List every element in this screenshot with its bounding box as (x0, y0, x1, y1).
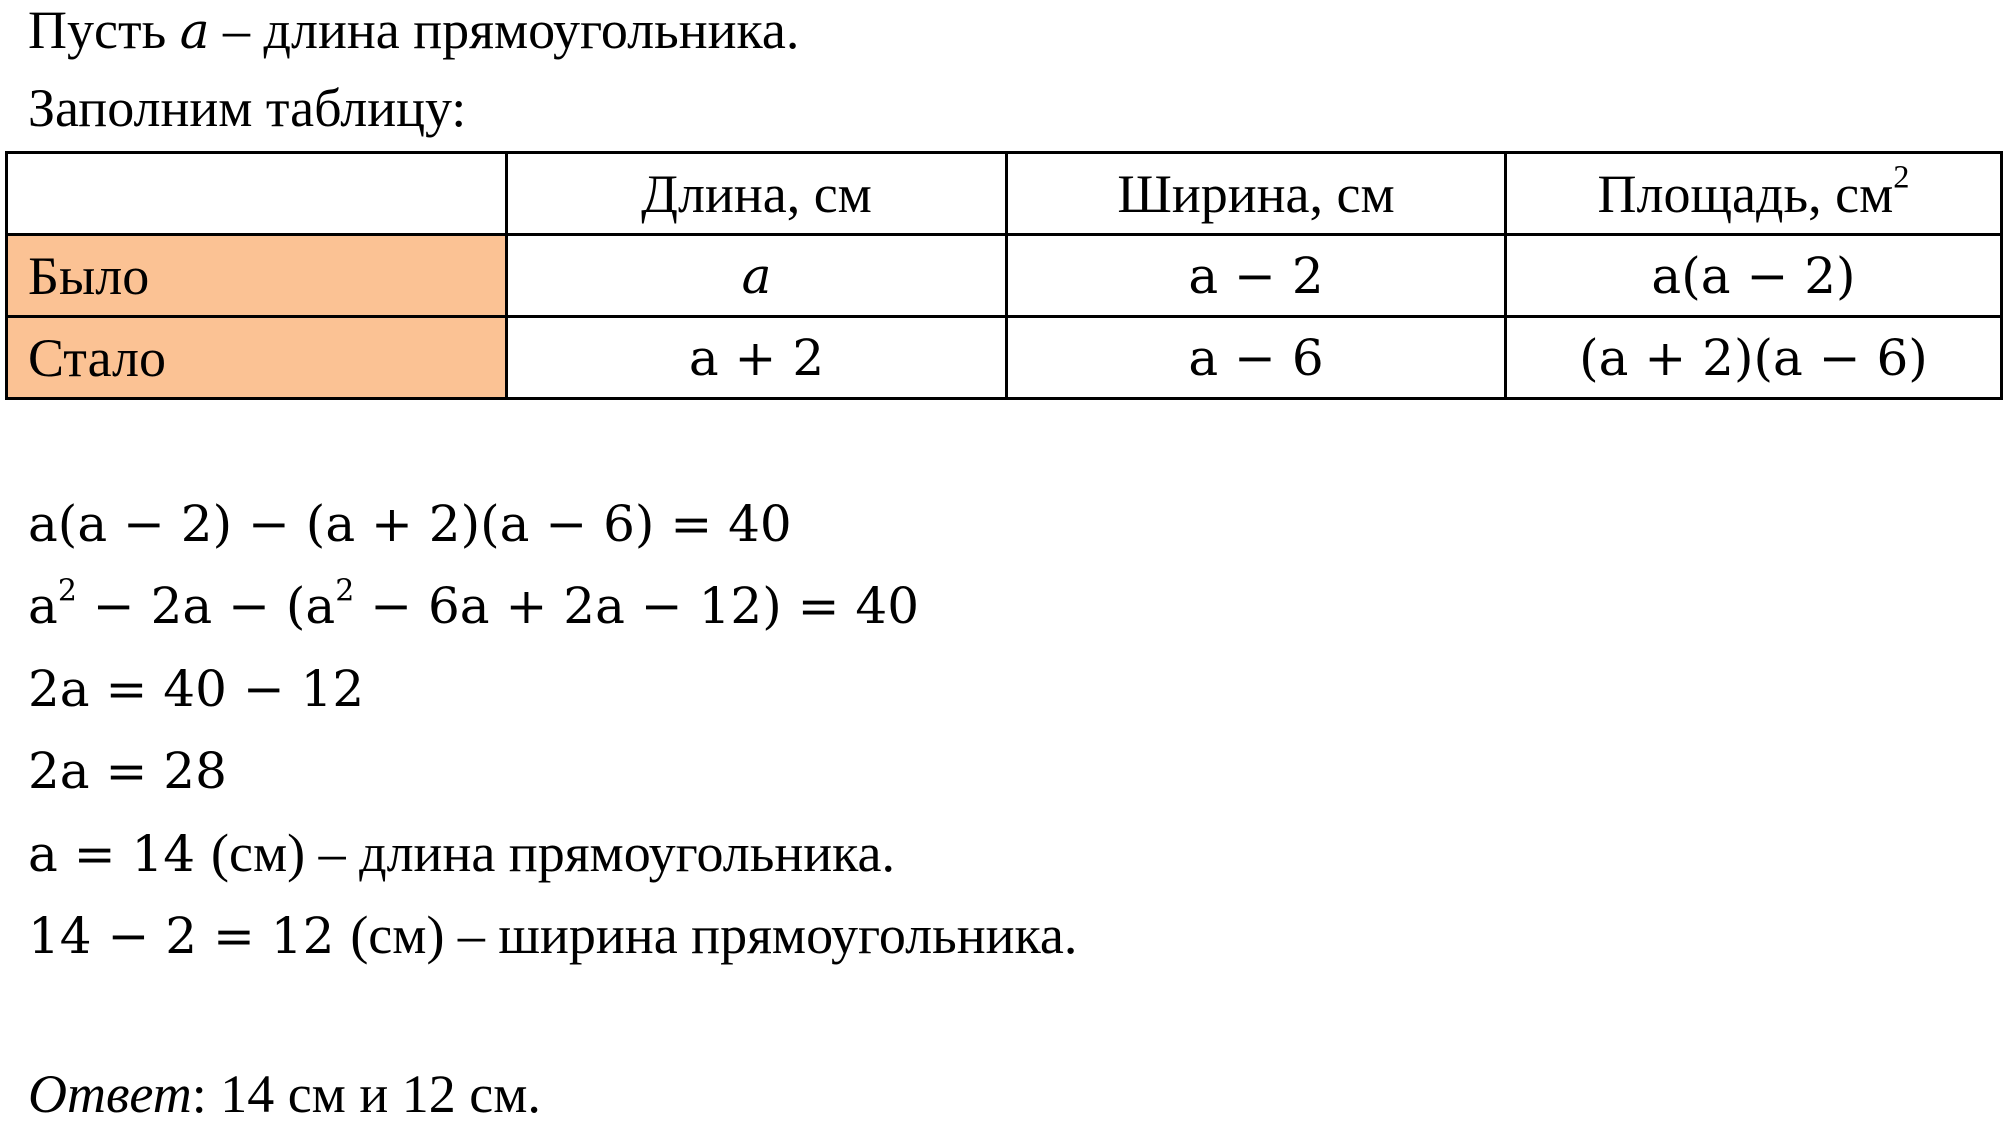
intro-line-1-suffix: – длина прямоугольника. (209, 0, 800, 60)
intro-line-1 (28, 0, 799, 61)
table-header-length: Длина, см (507, 153, 1007, 235)
equation-2-part-3: − 6a + 2a − 12) = 40 (354, 577, 920, 635)
row-label-before: Было (7, 235, 507, 317)
answer-line (28, 1064, 541, 1124)
cell-area-after: (a + 2)(a − 6) (1506, 317, 2002, 399)
equation-2-part-1: a (28, 577, 58, 635)
cell-area-before: a(a − 2) (1506, 235, 2002, 317)
variable-a: a (179, 2, 210, 60)
table-header-area-exponent: 2 (1893, 159, 1910, 196)
equation-6 (28, 905, 1077, 966)
equation-1: a(a − 2) − (a + 2)(a − 6) = 40 (28, 495, 792, 553)
table-header-area-label: Площадь, см (1597, 163, 1894, 224)
equation-5 (28, 823, 895, 884)
answer-label: Ответ (28, 1064, 192, 1124)
equation-3: 2a = 40 − 12 (28, 660, 365, 718)
cell-width-before: a − 2 (1007, 235, 1506, 317)
intro-line-1-prefix: Пусть (28, 0, 180, 60)
table-header-row (7, 153, 2002, 235)
table-header-empty (7, 153, 507, 235)
equation-4: 2a = 28 (28, 742, 227, 800)
equation-2-part-2: − 2a − (a (76, 577, 336, 635)
table-header-area (1506, 153, 2002, 235)
equation-6-text: (см) – ширина прямоугольника. (350, 905, 1078, 965)
cell-width-after: a − 6 (1007, 317, 1506, 399)
row-label-after: Стало (7, 317, 507, 399)
data-table (5, 151, 2003, 400)
cell-length-after: a + 2 (507, 317, 1007, 399)
equation-5-math: a = 14 (28, 825, 212, 883)
intro-line-2: Заполним таблицу: (28, 78, 467, 138)
equation-2-exponent-1: 2 (57, 573, 77, 609)
equation-2-exponent-2: 2 (335, 573, 355, 609)
equation-6-math: 14 − 2 = 12 (28, 907, 351, 965)
equation-5-text: (см) – длина прямоугольника. (211, 823, 896, 883)
cell-length-before: a (507, 235, 1007, 317)
equation-2 (28, 573, 920, 636)
answer-text: : 14 см и 12 см. (191, 1064, 541, 1124)
table-row (7, 235, 2002, 317)
table-header-width: Ширина, см (1007, 153, 1506, 235)
table-row (7, 317, 2002, 399)
